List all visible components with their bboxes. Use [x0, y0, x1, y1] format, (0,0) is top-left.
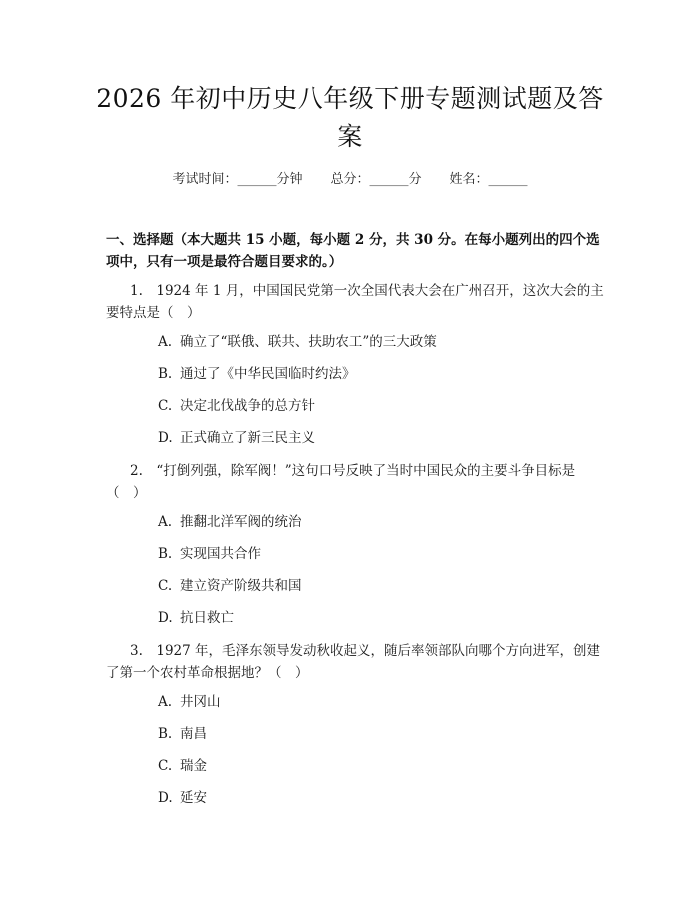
question-2 [106, 460, 606, 504]
option-b [158, 544, 261, 564]
option-letter: A. [158, 514, 173, 530]
option-c [158, 396, 315, 416]
exam-time-field: 考试时间：______分钟 [172, 172, 303, 187]
option-letter: A. [158, 334, 173, 350]
option-letter: A. [158, 694, 173, 710]
option-text: 实现国共合作 [180, 546, 261, 562]
option-letter: D. [158, 610, 173, 626]
option-letter: B. [158, 366, 173, 382]
option-c [158, 576, 302, 596]
option-letter: C. [158, 758, 173, 774]
section-header: 一、选择题（本大题共 15 小题，每小题 2 分，共 30 分。在每小题列出的四个选项中，只有一项是最符合题目要求的。） [106, 232, 600, 270]
option-a [158, 692, 221, 712]
option-letter: C. [158, 398, 173, 414]
option-letter: D. [158, 790, 173, 806]
page-title: 2026 年初中历史八年级下册专题测试题及答案 [96, 84, 604, 151]
option-b [158, 364, 356, 384]
student-name-field: 姓名：______ [449, 172, 528, 187]
option-letter: B. [158, 726, 173, 742]
option-a [158, 332, 437, 352]
question-text: 2. “打倒列强，除军阀！”这句口号反映了当时中国民众的主要斗争目标是（ ） [106, 463, 576, 501]
option-text: 抗日救亡 [180, 610, 234, 626]
option-d [158, 428, 315, 448]
option-d [158, 608, 234, 628]
option-b [158, 724, 207, 744]
exam-info-row [0, 168, 700, 187]
option-text: 瑞金 [180, 758, 207, 774]
option-d [158, 788, 207, 808]
option-letter: B. [158, 546, 173, 562]
option-text: 延安 [180, 790, 207, 806]
question-3 [106, 640, 606, 684]
option-text: 决定北伐战争的总方针 [180, 398, 315, 414]
option-letter: D. [158, 430, 173, 446]
option-text: 正式确立了新三民主义 [180, 430, 315, 446]
option-text: 南昌 [180, 726, 207, 742]
option-a [158, 512, 302, 532]
option-text: 建立资产阶级共和国 [180, 578, 302, 594]
question-text: 1. 1924 年 1 月，中国国民党第一次全国代表大会在广州召开，这次大会的主要特点是（ ） [106, 283, 604, 321]
question-text: 3. 1927 年，毛泽东领导发动秋收起义，随后率领部队向哪个方向进军，创建了第一个农村革命根据地？（ ） [106, 643, 601, 681]
option-text: 井冈山 [180, 694, 221, 710]
option-text: 推翻北洋军阀的统治 [180, 514, 302, 530]
option-text: 通过了《中华民国临时约法》 [180, 366, 356, 382]
total-score-field: 总分：______分 [330, 172, 422, 187]
question-1 [106, 280, 606, 324]
option-c [158, 756, 207, 776]
option-text: 确立了“联俄、联共、扶助农工”的三大政策 [180, 334, 437, 350]
option-letter: C. [158, 578, 173, 594]
